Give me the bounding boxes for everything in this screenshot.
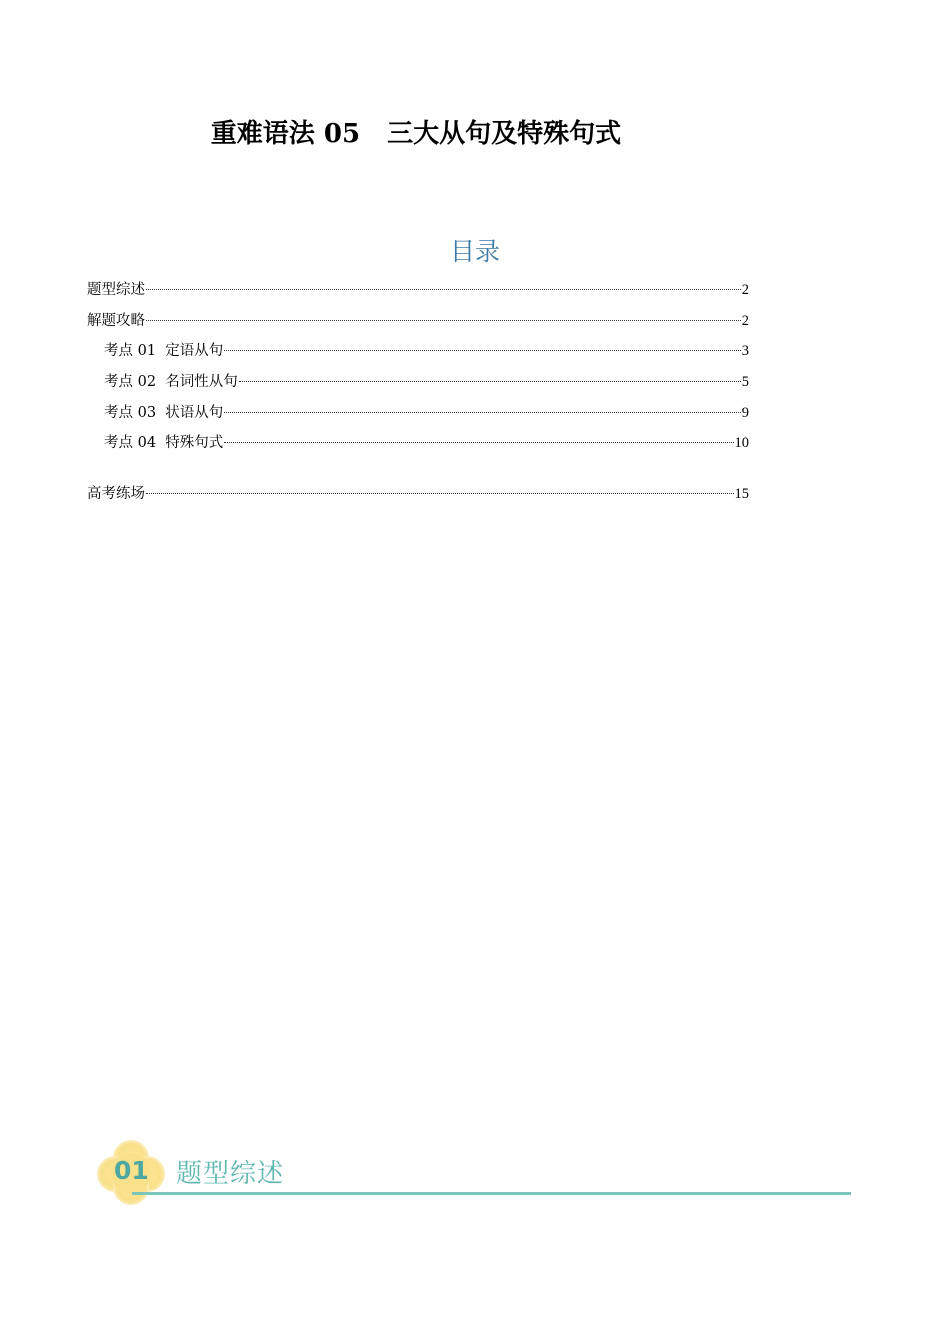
toc-leader-dots	[146, 493, 734, 494]
toc-entry[interactable]	[104, 340, 749, 362]
toc-entry-label: 考点 03 状语从句	[104, 405, 224, 421]
toc-entry-label: 考点 02 名词性从句	[104, 374, 238, 390]
toc-entry-label: 解题攻略	[87, 313, 145, 329]
toc-entry[interactable]	[104, 432, 749, 454]
toc-leader-dots	[146, 320, 741, 321]
section-banner	[92, 1136, 852, 1208]
toc-entry-page: 9	[741, 405, 749, 421]
toc-entry-page: 5	[741, 374, 749, 390]
toc-leader-dots	[224, 350, 740, 351]
toc-entry-page: 15	[734, 486, 749, 502]
toc-entry[interactable]	[87, 483, 749, 505]
section-title: 题型综述	[176, 1159, 285, 1189]
toc-entry-page: 2	[741, 313, 749, 329]
document-title: 重难语法 05 三大从句及特殊句式	[210, 119, 622, 149]
toc-entry[interactable]	[104, 402, 749, 424]
toc-entry[interactable]	[104, 371, 749, 393]
toc-leader-dots	[239, 381, 741, 382]
toc-entry-label: 高考练场	[87, 486, 145, 502]
toc-heading: 目录	[449, 237, 500, 266]
toc-entry-page: 2	[741, 282, 749, 298]
toc-entry-label: 题型综述	[87, 282, 145, 298]
toc-leader-dots	[224, 442, 733, 443]
toc-leader-dots	[146, 289, 741, 290]
toc-entry[interactable]	[87, 310, 749, 332]
toc-leader-dots	[224, 412, 740, 413]
toc-entry-page: 3	[741, 343, 749, 359]
section-underline	[132, 1192, 851, 1195]
section-number: 01	[114, 1156, 149, 1185]
toc-entry-page: 10	[734, 435, 749, 451]
toc-entry-label: 考点 01 定语从句	[104, 343, 224, 359]
toc-entry[interactable]	[87, 279, 749, 301]
toc-entry-label: 考点 04 特殊句式	[104, 435, 224, 451]
